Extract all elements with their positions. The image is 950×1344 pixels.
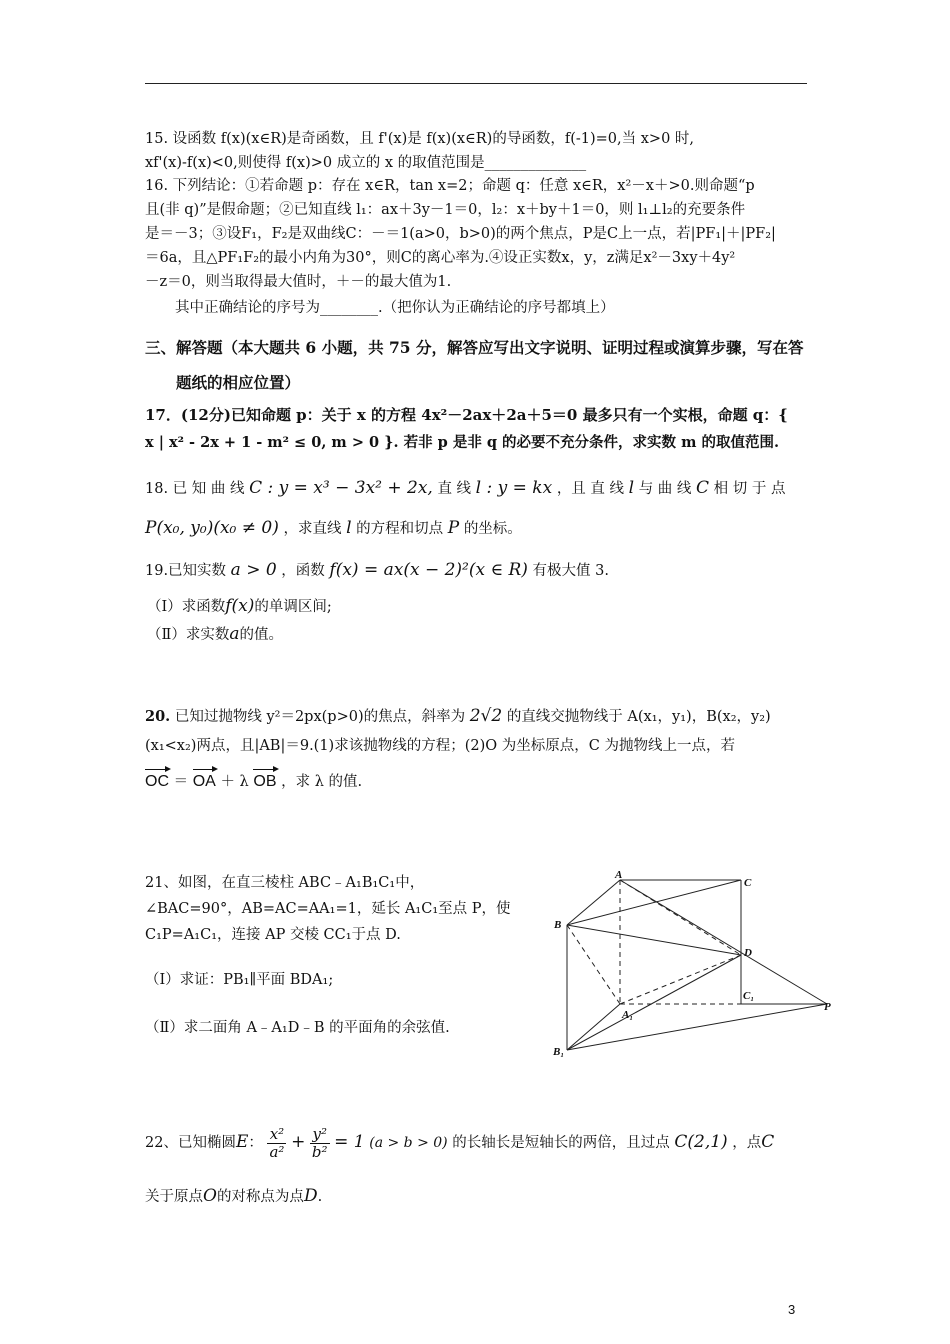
q20-line3 [145,772,362,792]
edge-A1D [620,955,741,1004]
q17-line1: 17．(12分)已知命题 p：关于 x 的方程 4x²－2ax＋2a＋5＝0 最多只有一个实根，命题 q：{ [145,406,788,424]
frac-x-den: a² [269,1142,285,1161]
q20-text1: 已知过抛物线 y²＝2px(p>0)的焦点，斜率为 [174,709,466,725]
q18-tangent: 相 切 于 点 [713,481,786,497]
q20-text2: 的直线交抛物线于 A(x₁，y₁)，B(x₂，y₂) [506,709,771,725]
edge-AP [620,880,827,1004]
q21-line3: C₁P=A₁C₁，连接 AP 交棱 CC₁于点 D. [145,927,401,943]
q19-part2-suffix: 的值。 [239,627,283,643]
q18-point: P(x₀, y₀)(x₀ ≠ 0) [145,518,279,538]
ellipse-frac-x [267,1126,286,1161]
frac-y-num: y² [310,1126,330,1144]
q21-part1: （Ⅰ）求证：PB₁∥平面 BDA₁; [145,972,334,988]
q22-line2b: 的对称点为点 [216,1189,304,1205]
q18-l: l [628,478,635,498]
q18-C: C [696,478,710,498]
q19-suffix: 有极大值 3. [532,563,609,579]
q22-line2a: 关于原点 [145,1189,203,1205]
q22-line1 [145,1118,774,1166]
label-A: A [615,869,623,881]
label-D: D [744,947,752,959]
q21-line1: 21、如图，在直三棱柱 ABC﹣A₁B₁C₁中， [145,875,425,891]
label-B1: B₁ [553,1046,565,1058]
label-C: C [744,877,752,889]
edge-AD [620,880,741,955]
q18-line2 [145,518,522,539]
q17-line2: x | x² - 2x + 1 - m² ≤ 0, m > 0 }. 若非 p 是非 q 的必要不充分条件，求实数 m 的取值范围. [145,434,780,451]
frac-y-den: b² [311,1142,328,1161]
q19-function: f(x) = ax(x − 2)²(x ∈ R) [329,560,528,580]
q18-with: 与 曲 线 [638,481,692,497]
edge-BD [567,925,741,955]
q20-line2: (x₁<x₂)两点，且|AB|＝9.(1)求该抛物线的方程；(2)O 为坐标原点，C 为抛物线上一点，若 [145,738,735,754]
q18-ask: ，求直线 [283,521,342,537]
q20-line1 [145,706,771,727]
vector-ob: OB [253,773,277,790]
page-number: 3 [788,1302,796,1317]
q20-eq: ＝ [173,774,189,790]
q18-l2: l [346,518,352,538]
q21-part2: （Ⅱ）求二面角 A﹣A₁D﹣B 的平面角的余弦值. [145,1020,450,1036]
q19-part2 [147,624,283,645]
q16-line5: －z＝0，则当取得最大值时，＋－的最大值为1. [145,274,452,290]
section3-heading-cont: 题纸的相应位置） [176,373,301,392]
header-rule [145,83,807,84]
q19-part1 [147,596,332,617]
label-A1: A₁ [622,1009,634,1021]
q22-D: D [303,1186,318,1206]
q19-part1-prefix: （Ⅰ）求函数 [147,599,226,615]
label-B: B [554,919,562,931]
frac-x-num: x² [267,1126,286,1144]
label-P: P [824,1001,831,1013]
q22-eq: = 1 [334,1132,365,1152]
q19-line1 [145,560,609,581]
q19-mid: ，函数 [281,563,325,579]
q22-line2 [145,1186,322,1207]
q21-line2: ∠BAC=90°，AB=AC=AA₁=1，延长 A₁C₁至点 P，使 [145,901,511,917]
q20-tail: ，求 λ 的值. [281,774,363,790]
q19-part2-prefix: （Ⅱ）求实数 [147,627,230,643]
q18-P: P [447,518,460,538]
q16-line2: 且(非 q)”是假命题；②已知直线 l₁：ax＋3y－1＝0，l₂：x＋by＋1＝0，则 l₁⊥l₂的充要条件 [145,202,746,218]
q15-line2: xf'(x)-f(x)<0,则使得 f(x)>0 成立的 x 的取值范围是______________ [145,155,587,171]
q22-point: C(2,1) [674,1132,728,1152]
q22-line2c: . [317,1189,323,1205]
q18-mid: 直 线 [437,481,472,497]
q20-slope: 2√2 [469,706,503,726]
q16-line1: 16. 下列结论：①若命题 p：存在 x∈R，tan x=2；命题 q：任意 x∈R，x²－x＋>0.则命题“p [145,178,755,194]
label-C1: C₁ [743,990,755,1002]
q18-suffix: ，且 直 线 [556,481,625,497]
q20-plus: ＋ λ [220,774,249,790]
vector-oa: OA [192,773,216,790]
section3-heading: 三、解答题（本大题共 6 小题，共 75 分，解答应写出文字说明、证明过程或演算步骤，写在答 [145,338,804,357]
q22-C: C [761,1132,775,1152]
q19-prefix: 19.已知实数 [145,563,227,579]
q22-O: O [203,1186,217,1206]
q19-condition: a > 0 [230,560,277,580]
q16-line3: 是＝－3；③设F₁，F₂是双曲线C：－＝1(a>0，b>0)的两个焦点，P是C上一点，若|PF₁|＋|PF₂| [145,226,776,242]
q19-part1-func: f(x) [225,596,255,616]
q22-condition: (a > b > 0) [369,1135,448,1151]
q22-E: E [235,1132,249,1152]
q22-mid: 的长轴长是短轴长的两倍，且过点 [452,1135,670,1151]
q16-line4: ＝6a，且△PF₁F₂的最小内角为30°，则C的离心率为.④设正实数x，y，z满足x²－3xy＋4y² [145,250,736,266]
edge-B1A1 [567,1004,620,1050]
q19-part2-var: a [229,624,240,644]
q22-prefix: 22、已知椭圆 [145,1135,236,1151]
vector-oc: OC [145,773,169,790]
prism-figure [548,868,838,1063]
q15-line1: 15. 设函数 f(x)(x∈R)是奇函数，且 f'(x)是 f(x)(x∈R)的导函数，f(-1)=0,当 x>0 时, [145,131,695,147]
edge-BA1 [567,925,620,1004]
q18-ask3: 的坐标。 [463,521,522,537]
q20-number: 20. [145,708,171,725]
q19-part1-suffix: 的单调区间; [254,599,332,615]
q18-prefix: 18. 已 知 曲 线 [145,481,245,497]
q18-line1 [145,478,785,499]
q22-colon: ： [248,1135,263,1151]
q18-line-equation: l : y = kx [475,478,553,498]
edge-B1D [567,955,741,1050]
q22-mid2: ，点 [732,1135,762,1151]
edge-B1P [567,1004,827,1050]
q18-curve-equation: C : y = x³ − 3x² + 2x, [249,478,433,498]
q16-line6: 其中正确结论的序号为________.（把你认为正确结论的序号都填上） [175,300,615,316]
q18-ask2: 的方程和切点 [356,521,444,537]
ellipse-frac-y [310,1126,330,1161]
q22-plus: + [291,1132,306,1152]
